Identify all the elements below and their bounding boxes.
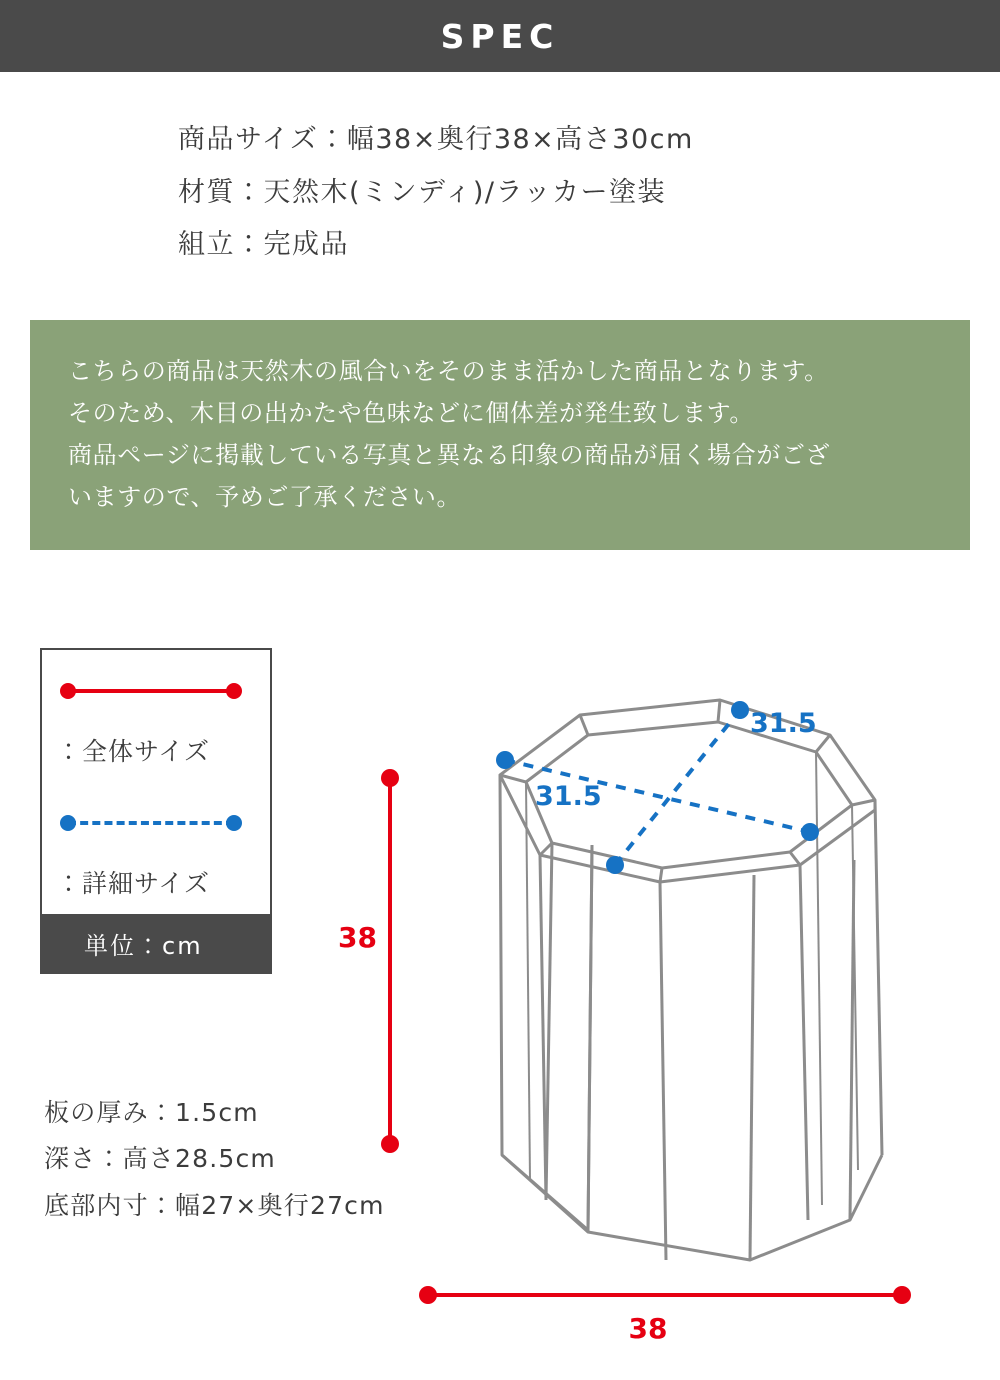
overall-height-dimension xyxy=(381,769,399,1153)
legend-label-detail: ：詳細サイズ xyxy=(56,869,211,898)
note-line-3: 商品ページに掲載している写真と異なる印象の商品が届く場合がござ xyxy=(68,440,831,469)
legend-label-overall: ：全体サイズ xyxy=(56,737,211,766)
overall-height-label: 38 xyxy=(338,921,377,954)
inner-depth-label: 31.5 xyxy=(750,708,817,739)
spec-header xyxy=(0,0,1000,72)
note-line-1: こちらの商品は天然木の風合いをそのまま活かした商品となります。 xyxy=(68,356,829,385)
legend-unit: 単位：cm xyxy=(42,914,270,972)
overall-width-dimension xyxy=(419,1286,911,1304)
product-dimension-diagram xyxy=(330,660,970,1340)
detail-line-depth: 深さ：高さ28.5cm xyxy=(44,1144,276,1174)
dashed-line-sample-icon xyxy=(60,813,242,833)
spec-line-material: 材質：天然木(ミンディ)/ラッカー塗装 xyxy=(178,176,666,208)
detail-line-bottom-inner: 底部内寸：幅27×奥行27cm xyxy=(44,1190,385,1220)
detail-line-thickness: 板の厚み：1.5cm xyxy=(44,1098,259,1127)
note-line-4: いますので、予めご了承ください。 xyxy=(68,482,462,511)
legend-row-detail xyxy=(42,782,270,864)
spec-line-assembly: 組立：完成品 xyxy=(178,229,349,261)
dimension-legend xyxy=(40,648,272,974)
note-line-2: そのため、木目の出かたや色味などに個体差が発生致します。 xyxy=(68,398,754,427)
inner-width-label: 31.5 xyxy=(535,781,602,812)
page-title: SPEC xyxy=(440,16,560,56)
natural-wood-note xyxy=(30,320,970,550)
spec-list xyxy=(0,114,1000,272)
overall-width-label: 38 xyxy=(628,1312,668,1340)
legend-row-overall xyxy=(42,650,270,732)
spec-line-size: 商品サイズ：幅38×奥行38×高さ30cm xyxy=(178,124,694,155)
solid-line-sample-icon xyxy=(60,681,242,701)
